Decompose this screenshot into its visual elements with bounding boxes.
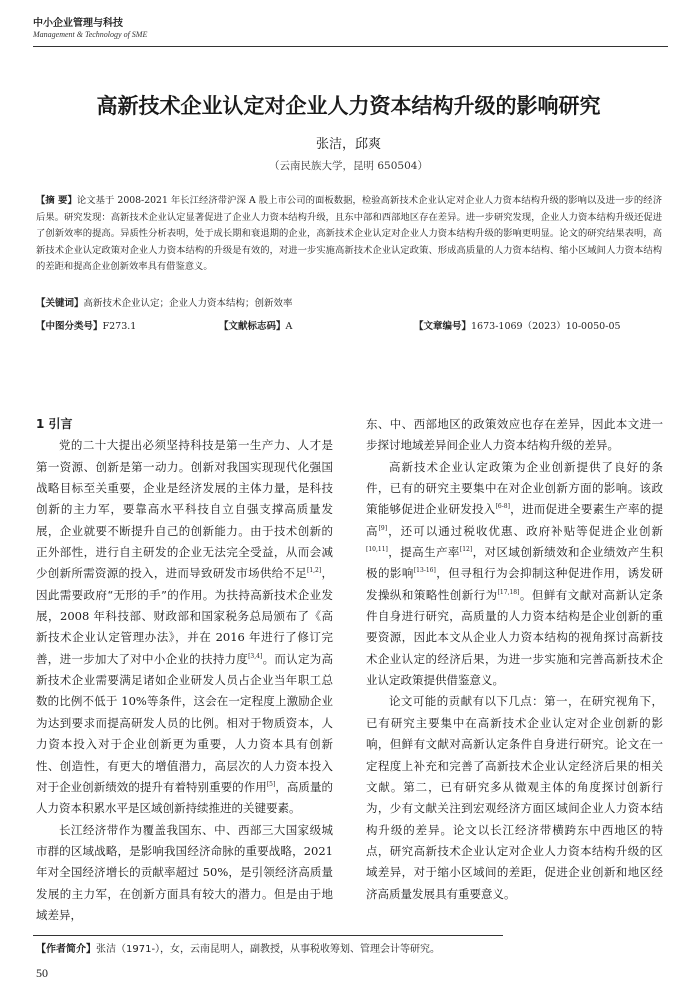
journal-name-en: Management & Technology of SME xyxy=(33,30,148,39)
footnote-label: 【作者简介】 xyxy=(36,944,96,955)
clc-value: F273.1 xyxy=(102,321,137,332)
author-affiliation: （云南民族大学，昆明 650504） xyxy=(269,160,428,172)
page-number: 50 xyxy=(36,966,48,980)
keywords-label: 【关键词】 xyxy=(36,298,84,309)
citation: [3,4] xyxy=(248,652,263,660)
paragraph-text: 党的二十大提出必须坚持科技是第一生产力、人才是第一资源、创新是第一动力。创新对我国实现现代化强国战略目标至关重要，企业是经济发展的主体力量，是科技创新的主力军，要靠高水平科技自立自强支撑高质量发展，企业就要不断提升自己的创新能力。由于技术创新的正外部性，进行自主研发的企业无法完全受益，从而会减少创新所需资源的投入，进而导致研发市场供给不足 xyxy=(36,438,333,581)
paper-title: 高新技术企业认定对企业人力资本结构升级的影响研究 xyxy=(96,94,601,118)
header-divider xyxy=(33,46,668,47)
author-footnote xyxy=(36,940,656,955)
paragraph-text: ，还可以通过税收优惠、政府补贴等促进企业创新 xyxy=(387,523,664,538)
clc-code xyxy=(36,318,136,332)
paragraph-text: ，对区域创新绩效和企业绩效产生积极的影响 xyxy=(366,545,664,581)
right-column xyxy=(366,414,663,905)
document-code xyxy=(219,318,292,332)
paragraph: 论文可能的贡献有以下几点：第一，在研究视角下，已有研究主要集中在高新技术企业认定对企业创新的影响，但鲜有文献对高新认定条件自身进行研究。论文在一定程度上补充和完善了高新技术企业认定经济后果的相关文献。第二，已有研究多从微观主体的角度探讨创新行为，少有文献关注到宏观经济方面区域间企业人力资本结构升级的差异。论文以长江经济带横跨东中西地区的特点，研究高新技术企业认定对企业人力资本结构升级的区域差异，对于缩小区域间的差距，促进企业创新和地区经济高质量发展具有重要意义。 xyxy=(366,694,663,901)
citation: [13-16] xyxy=(413,567,436,575)
keywords-block xyxy=(36,295,662,309)
citation: [5] xyxy=(266,781,276,789)
paragraph-text: ，提高生产率 xyxy=(387,545,460,560)
doc-label: 【文献标志码】 xyxy=(219,321,286,332)
doc-value: A xyxy=(285,321,293,332)
footnote-text: 张洁（1971-），女，云南昆明人，副教授，从事税收筹划、管理会计等研究。 xyxy=(96,944,441,955)
article-label: 【文章编号】 xyxy=(414,321,472,332)
section-heading: 1 引言 xyxy=(36,417,73,431)
paragraph: 东、中、西部地区的政策效应也存在差异，因此本文进一步探讨地域差异间企业人力资本结构升级的差异。 xyxy=(366,417,663,453)
paragraph-text: ，但寻租行为会抑制这种促进作用，诱发研发操纵和策略性创新行为 xyxy=(366,566,664,602)
paragraph: 长江经济带作为覆盖我国东、中、西部三大国家级城市群的区域战略，是影响我国经济命脉的重要战略，2021 年对全国经济增长的贡献率超过 50%，是引领经济高质量发展的主力军，在创新方面具有较大的潜力。但是由于地域差异， xyxy=(36,822,333,922)
citation: [9] xyxy=(378,524,388,532)
paragraph-text: ，高质量的人力资本积累水平是区域创新持续推进的关键要素。 xyxy=(36,779,334,816)
citation: [1,2] xyxy=(306,567,322,575)
paragraph-text: 高新技术企业认定政策为企业创新提供了良好的条件，已有的研究主要集中在对企业创新方面的影响。该政策能够促进企业研发投入 xyxy=(366,459,663,517)
abstract-text: 论文基于 2008-2021 年长江经济带沪深 A 股上市公司的面板数据，检验高新技术企业认定对企业人力资本结构升级的影响以及进一步的经济后果。研究发现：高新技术企业认定显著促进了企业人力资本结构升级，且东中部和西部地区存在差异。进一步研究发现，企业人力资本结构升级还促进了创新效率的提高。异质性分析表明，处于成长期和衰退期的企业，高新技术企业认定对企业人力资本结构升级的影响更明显。论文的研究结果表明，高新技术企业认定政策对企业人力资本结构的升级是有效的，对进一步实施高新技术企业认定政策、形成高质量的人力资本结构、缩小区域间人力资本结构的差距和提高企业创新效率具有借鉴意义。 xyxy=(36,195,662,272)
paper-authors: 张洁，邱爽 xyxy=(315,137,381,152)
abstract-label: 【摘 要】 xyxy=(36,195,77,206)
article-value: 1673-1069（2023）10-0050-05 xyxy=(471,321,621,332)
paragraph-text: 。但鲜有文献对高新认定条件自身进行研究，高质量的人力资本结构是企业创新的重要资源，因此本文从企业人力资本结构的视角探讨高新技术企业认定的经济后果，为进一步实施和完善高新技术企业认定政策提供借鉴意义。 xyxy=(366,587,664,688)
citation: [12] xyxy=(459,546,473,554)
paragraph-text: ，进而促进全要素生产率的提高 xyxy=(366,502,664,538)
left-column xyxy=(36,414,333,926)
clc-label: 【中图分类号】 xyxy=(36,321,103,332)
paragraph xyxy=(366,457,663,692)
citation: [17,18] xyxy=(497,588,520,596)
journal-name-cn: 中小企业管理与科技 xyxy=(33,18,123,29)
citation: [6-8] xyxy=(495,503,510,511)
journal-header xyxy=(33,14,668,39)
paragraph xyxy=(36,435,333,819)
article-number xyxy=(414,318,621,332)
citation: [10,11] xyxy=(366,546,388,554)
abstract-block xyxy=(36,193,662,276)
paragraph-text: 。而认定为高新技术企业需要满足诸如企业研发人员占企业当年职工总数的比例不低于 10%等条件，这会在一定程度上激励企业为达到要求而提高研发人员的比例。相对于物质资本，人力资本投入对于企业创新更为重要，人力资本具有创新性、创造性，有更大的增值潜力，高层次的人力资本投入对于企业创新绩效的提升有着特别重要的作用 xyxy=(36,651,334,794)
paragraph-text: ，因此需要政府“无形的手”的作用。为扶持高新技术企业发展，2008 年科技部、财政部和国家税务总局颁布了《高新技术企业认定管理办法》，并在 2016 年进行了修订完善，进一步加大了对中小企业的扶持力度 xyxy=(36,566,334,666)
keywords-text: 高新技术企业认定；企业人力资本结构；创新效率 xyxy=(83,298,293,309)
footnote-divider xyxy=(33,935,503,936)
